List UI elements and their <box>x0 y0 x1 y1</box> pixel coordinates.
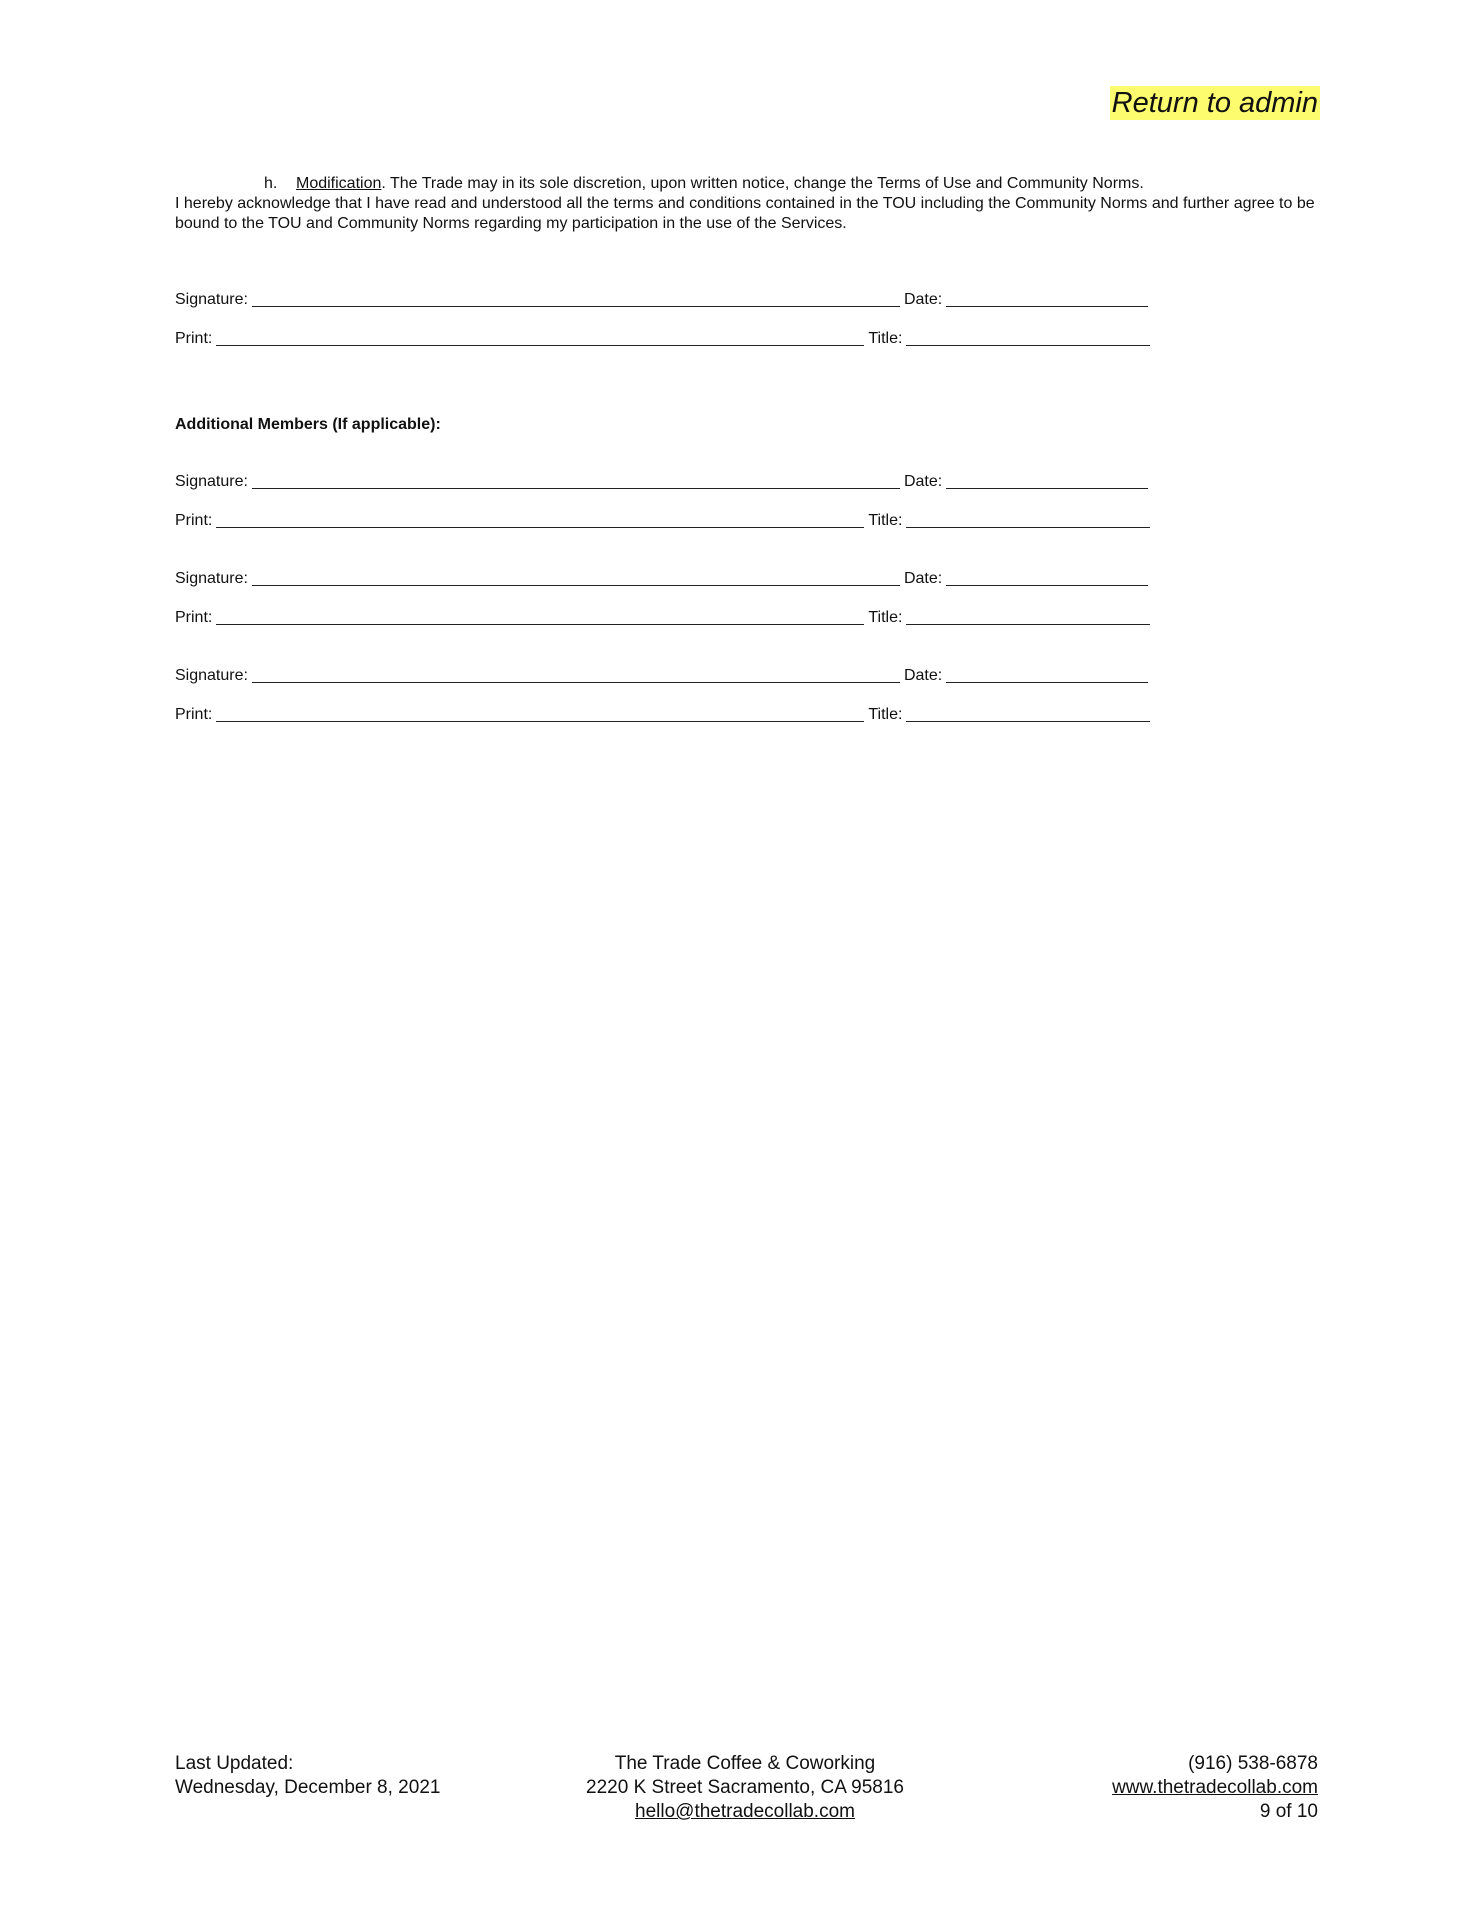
signature-label: Signature: <box>175 570 248 587</box>
date-field[interactable] <box>946 292 1148 307</box>
title-label: Title: <box>868 706 903 723</box>
footer-contact <box>545 1752 945 1824</box>
signature-field[interactable] <box>252 668 900 683</box>
signature-row <box>175 666 1175 686</box>
website-link[interactable]: www.thetradecollab.com <box>1112 1777 1318 1798</box>
signature-field[interactable] <box>252 571 900 586</box>
title-field[interactable] <box>906 331 1150 346</box>
print-row <box>175 329 1175 349</box>
title-label: Title: <box>868 512 903 529</box>
email-link[interactable]: hello@thetradecollab.com <box>635 1801 855 1822</box>
title-field[interactable] <box>906 610 1150 625</box>
date-label: Date: <box>903 570 943 587</box>
print-field[interactable] <box>216 707 864 722</box>
signature-field[interactable] <box>252 474 900 489</box>
print-row <box>175 705 1175 725</box>
organization-address: 2220 K Street Sacramento, CA 95816 <box>586 1777 904 1798</box>
print-label: Print: <box>175 609 213 626</box>
signature-label: Signature: <box>175 291 248 308</box>
phone-number: (916) 538-6878 <box>1188 1753 1318 1774</box>
signature-row <box>175 290 1175 310</box>
additional-members-heading: Additional Members (If applicable): <box>175 416 441 433</box>
print-row <box>175 511 1175 531</box>
date-field[interactable] <box>946 668 1148 683</box>
clause-text: . The Trade may in its sole discretion, upon written notice, change the Terms of Use and Community Norms. <box>381 175 1144 192</box>
signature-row <box>175 472 1175 492</box>
title-field[interactable] <box>906 513 1150 528</box>
print-field[interactable] <box>216 513 864 528</box>
signature-label: Signature: <box>175 667 248 684</box>
signature-field[interactable] <box>252 292 900 307</box>
print-field[interactable] <box>216 610 864 625</box>
title-label: Title: <box>868 609 903 626</box>
print-label: Print: <box>175 330 213 347</box>
print-label: Print: <box>175 706 213 723</box>
organization-name: The Trade Coffee & Coworking <box>614 1753 876 1774</box>
terms-text <box>175 174 1315 234</box>
signature-label: Signature: <box>175 473 248 490</box>
date-field[interactable] <box>946 474 1148 489</box>
print-label: Print: <box>175 512 213 529</box>
clause-letter: h. <box>264 175 278 192</box>
clause-term: Modification <box>296 175 382 192</box>
signature-row <box>175 569 1175 589</box>
modification-clause <box>175 174 1315 194</box>
last-updated-label: Last Updated: <box>175 1753 294 1774</box>
last-updated-date: Wednesday, December 8, 2021 <box>175 1777 441 1798</box>
page-number: 9 of 10 <box>1259 1801 1318 1822</box>
date-label: Date: <box>903 473 943 490</box>
footer-info <box>1112 1752 1318 1824</box>
print-row <box>175 608 1175 628</box>
title-field[interactable] <box>906 707 1150 722</box>
date-field[interactable] <box>946 571 1148 586</box>
print-field[interactable] <box>216 331 864 346</box>
return-to-admin-link[interactable]: Return to admin <box>1111 87 1318 119</box>
date-label: Date: <box>903 291 943 308</box>
acknowledgement-text: I hereby acknowledge that I have read and understood all the terms and conditions contained in the TOU including the Community Norms and further agree to be bound to the TOU and Community Norms regarding my participation in the use of the Services. <box>175 195 1315 232</box>
footer-updated <box>175 1752 440 1800</box>
title-label: Title: <box>868 330 903 347</box>
date-label: Date: <box>903 667 943 684</box>
